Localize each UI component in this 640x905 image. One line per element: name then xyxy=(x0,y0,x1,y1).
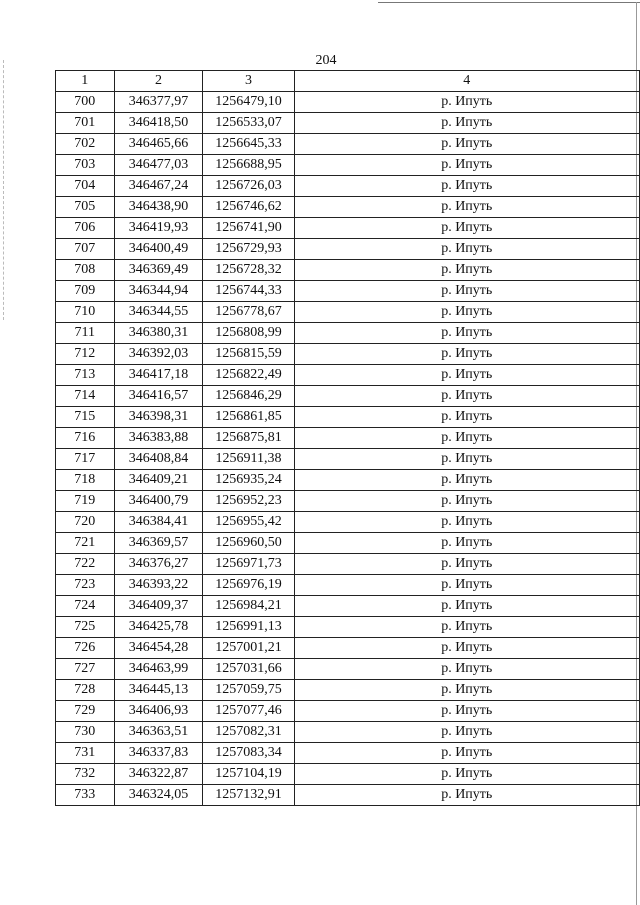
description-cell: р. Ипуть xyxy=(294,491,640,512)
x-coordinate-cell: 346418,50 xyxy=(114,113,203,134)
x-coordinate-cell: 346465,66 xyxy=(114,134,203,155)
description-cell: р. Ипуть xyxy=(294,92,640,113)
y-coordinate-cell: 1256935,24 xyxy=(203,470,294,491)
y-coordinate-cell: 1256971,73 xyxy=(203,554,294,575)
y-coordinate-cell: 1256729,93 xyxy=(203,239,294,260)
table-row xyxy=(56,512,640,533)
description-cell: р. Ипуть xyxy=(294,533,640,554)
table-row xyxy=(56,197,640,218)
point-number-cell: 726 xyxy=(56,638,115,659)
point-number-cell: 718 xyxy=(56,470,115,491)
description-cell: р. Ипуть xyxy=(294,617,640,638)
description-cell: р. Ипуть xyxy=(294,134,640,155)
point-number-cell: 722 xyxy=(56,554,115,575)
point-number-cell: 701 xyxy=(56,113,115,134)
page-number: 204 xyxy=(315,53,337,68)
y-coordinate-cell: 1257077,46 xyxy=(203,701,294,722)
point-number-cell: 729 xyxy=(56,701,115,722)
point-number-cell: 730 xyxy=(56,722,115,743)
point-number-cell: 717 xyxy=(56,449,115,470)
table-body xyxy=(56,92,640,806)
table-row xyxy=(56,239,640,260)
table-row xyxy=(56,365,640,386)
x-coordinate-cell: 346425,78 xyxy=(114,617,203,638)
x-coordinate-cell: 346408,84 xyxy=(114,449,203,470)
y-coordinate-cell: 1257132,91 xyxy=(203,785,294,806)
table-row xyxy=(56,407,640,428)
y-coordinate-cell: 1256955,42 xyxy=(203,512,294,533)
y-coordinate-cell: 1256808,99 xyxy=(203,323,294,344)
x-coordinate-cell: 346445,13 xyxy=(114,680,203,701)
point-number-cell: 715 xyxy=(56,407,115,428)
x-coordinate-cell: 346324,05 xyxy=(114,785,203,806)
x-coordinate-cell: 346322,87 xyxy=(114,764,203,785)
point-number-cell: 700 xyxy=(56,92,115,113)
y-coordinate-cell: 1256741,90 xyxy=(203,218,294,239)
x-coordinate-cell: 346337,83 xyxy=(114,743,203,764)
description-cell: р. Ипуть xyxy=(294,554,640,575)
description-cell: р. Ипуть xyxy=(294,281,640,302)
description-cell: р. Ипуть xyxy=(294,260,640,281)
description-cell: р. Ипуть xyxy=(294,596,640,617)
y-coordinate-cell: 1256960,50 xyxy=(203,533,294,554)
point-number-cell: 728 xyxy=(56,680,115,701)
description-cell: р. Ипуть xyxy=(294,302,640,323)
description-cell: р. Ипуть xyxy=(294,449,640,470)
point-number-cell: 713 xyxy=(56,365,115,386)
description-cell: р. Ипуть xyxy=(294,323,640,344)
table-row xyxy=(56,344,640,365)
table-row xyxy=(56,596,640,617)
table-row xyxy=(56,743,640,764)
point-number-cell: 731 xyxy=(56,743,115,764)
x-coordinate-cell: 346398,31 xyxy=(114,407,203,428)
point-number-cell: 703 xyxy=(56,155,115,176)
table-row xyxy=(56,302,640,323)
y-coordinate-cell: 1256744,33 xyxy=(203,281,294,302)
column-header-4: 4 xyxy=(294,71,640,92)
table-row xyxy=(56,701,640,722)
description-cell: р. Ипуть xyxy=(294,239,640,260)
description-cell: р. Ипуть xyxy=(294,701,640,722)
description-cell: р. Ипуть xyxy=(294,680,640,701)
y-coordinate-cell: 1256846,29 xyxy=(203,386,294,407)
y-coordinate-cell: 1256861,85 xyxy=(203,407,294,428)
x-coordinate-cell: 346409,37 xyxy=(114,596,203,617)
y-coordinate-cell: 1257082,31 xyxy=(203,722,294,743)
point-number-cell: 727 xyxy=(56,659,115,680)
table-row xyxy=(56,785,640,806)
description-cell: р. Ипуть xyxy=(294,176,640,197)
table-row xyxy=(56,533,640,554)
y-coordinate-cell: 1256533,07 xyxy=(203,113,294,134)
description-cell: р. Ипуть xyxy=(294,407,640,428)
description-cell: р. Ипуть xyxy=(294,764,640,785)
table-row xyxy=(56,281,640,302)
y-coordinate-cell: 1256991,13 xyxy=(203,617,294,638)
description-cell: р. Ипуть xyxy=(294,470,640,491)
point-number-cell: 719 xyxy=(56,491,115,512)
x-coordinate-cell: 346463,99 xyxy=(114,659,203,680)
x-coordinate-cell: 346477,03 xyxy=(114,155,203,176)
table-header-row xyxy=(56,71,640,92)
description-cell: р. Ипуть xyxy=(294,722,640,743)
description-cell: р. Ипуть xyxy=(294,659,640,680)
y-coordinate-cell: 1256875,81 xyxy=(203,428,294,449)
point-number-cell: 724 xyxy=(56,596,115,617)
point-number-cell: 720 xyxy=(56,512,115,533)
table-row xyxy=(56,659,640,680)
x-coordinate-cell: 346454,28 xyxy=(114,638,203,659)
description-cell: р. Ипуть xyxy=(294,197,640,218)
table-row xyxy=(56,575,640,596)
table-row xyxy=(56,491,640,512)
description-cell: р. Ипуть xyxy=(294,365,640,386)
table-row xyxy=(56,134,640,155)
x-coordinate-cell: 346344,55 xyxy=(114,302,203,323)
point-number-cell: 708 xyxy=(56,260,115,281)
y-coordinate-cell: 1256976,19 xyxy=(203,575,294,596)
description-cell: р. Ипуть xyxy=(294,113,640,134)
y-coordinate-cell: 1257083,34 xyxy=(203,743,294,764)
y-coordinate-cell: 1256746,62 xyxy=(203,197,294,218)
x-coordinate-cell: 346377,97 xyxy=(114,92,203,113)
x-coordinate-cell: 346383,88 xyxy=(114,428,203,449)
point-number-cell: 706 xyxy=(56,218,115,239)
point-number-cell: 705 xyxy=(56,197,115,218)
y-coordinate-cell: 1256688,95 xyxy=(203,155,294,176)
point-number-cell: 721 xyxy=(56,533,115,554)
y-coordinate-cell: 1257001,21 xyxy=(203,638,294,659)
x-coordinate-cell: 346393,22 xyxy=(114,575,203,596)
x-coordinate-cell: 346369,57 xyxy=(114,533,203,554)
y-coordinate-cell: 1256952,23 xyxy=(203,491,294,512)
y-coordinate-cell: 1257031,66 xyxy=(203,659,294,680)
point-number-cell: 702 xyxy=(56,134,115,155)
table-row xyxy=(56,323,640,344)
point-number-cell: 712 xyxy=(56,344,115,365)
table-row xyxy=(56,428,640,449)
x-coordinate-cell: 346417,18 xyxy=(114,365,203,386)
x-coordinate-cell: 346376,27 xyxy=(114,554,203,575)
x-coordinate-cell: 346419,93 xyxy=(114,218,203,239)
scan-border-top xyxy=(378,2,640,3)
column-header-3: 3 xyxy=(203,71,294,92)
x-coordinate-cell: 346380,31 xyxy=(114,323,203,344)
y-coordinate-cell: 1257104,19 xyxy=(203,764,294,785)
point-number-cell: 707 xyxy=(56,239,115,260)
y-coordinate-cell: 1256822,49 xyxy=(203,365,294,386)
y-coordinate-cell: 1257059,75 xyxy=(203,680,294,701)
table-row xyxy=(56,113,640,134)
table-row xyxy=(56,722,640,743)
table-row xyxy=(56,155,640,176)
point-number-cell: 732 xyxy=(56,764,115,785)
point-number-cell: 733 xyxy=(56,785,115,806)
y-coordinate-cell: 1256815,59 xyxy=(203,344,294,365)
y-coordinate-cell: 1256911,38 xyxy=(203,449,294,470)
table-row xyxy=(56,176,640,197)
x-coordinate-cell: 346384,41 xyxy=(114,512,203,533)
x-coordinate-cell: 346406,93 xyxy=(114,701,203,722)
point-number-cell: 704 xyxy=(56,176,115,197)
y-coordinate-cell: 1256645,33 xyxy=(203,134,294,155)
table-row xyxy=(56,680,640,701)
y-coordinate-cell: 1256984,21 xyxy=(203,596,294,617)
description-cell: р. Ипуть xyxy=(294,785,640,806)
x-coordinate-cell: 346400,49 xyxy=(114,239,203,260)
table-row xyxy=(56,764,640,785)
description-cell: р. Ипуть xyxy=(294,575,640,596)
description-cell: р. Ипуть xyxy=(294,638,640,659)
description-cell: р. Ипуть xyxy=(294,743,640,764)
x-coordinate-cell: 346467,24 xyxy=(114,176,203,197)
y-coordinate-cell: 1256728,32 xyxy=(203,260,294,281)
point-number-cell: 709 xyxy=(56,281,115,302)
table-row xyxy=(56,638,640,659)
table-row xyxy=(56,617,640,638)
point-number-cell: 711 xyxy=(56,323,115,344)
point-number-cell: 714 xyxy=(56,386,115,407)
x-coordinate-cell: 346409,21 xyxy=(114,470,203,491)
point-number-cell: 710 xyxy=(56,302,115,323)
table-row xyxy=(56,218,640,239)
y-coordinate-cell: 1256778,67 xyxy=(203,302,294,323)
y-coordinate-cell: 1256479,10 xyxy=(203,92,294,113)
table-row xyxy=(56,92,640,113)
x-coordinate-cell: 346400,79 xyxy=(114,491,203,512)
description-cell: р. Ипуть xyxy=(294,386,640,407)
description-cell: р. Ипуть xyxy=(294,155,640,176)
description-cell: р. Ипуть xyxy=(294,344,640,365)
x-coordinate-cell: 346369,49 xyxy=(114,260,203,281)
x-coordinate-cell: 346344,94 xyxy=(114,281,203,302)
column-header-2: 2 xyxy=(114,71,203,92)
table-row xyxy=(56,449,640,470)
x-coordinate-cell: 346363,51 xyxy=(114,722,203,743)
table-row xyxy=(56,470,640,491)
x-coordinate-cell: 346438,90 xyxy=(114,197,203,218)
table-row xyxy=(56,260,640,281)
point-number-cell: 725 xyxy=(56,617,115,638)
table-row xyxy=(56,554,640,575)
table-row xyxy=(56,386,640,407)
y-coordinate-cell: 1256726,03 xyxy=(203,176,294,197)
description-cell: р. Ипуть xyxy=(294,428,640,449)
x-coordinate-cell: 346416,57 xyxy=(114,386,203,407)
column-header-1: 1 xyxy=(56,71,115,92)
description-cell: р. Ипуть xyxy=(294,218,640,239)
x-coordinate-cell: 346392,03 xyxy=(114,344,203,365)
point-number-cell: 723 xyxy=(56,575,115,596)
scan-border-left xyxy=(3,60,4,320)
description-cell: р. Ипуть xyxy=(294,512,640,533)
point-number-cell: 716 xyxy=(56,428,115,449)
coordinates-table xyxy=(55,70,640,806)
